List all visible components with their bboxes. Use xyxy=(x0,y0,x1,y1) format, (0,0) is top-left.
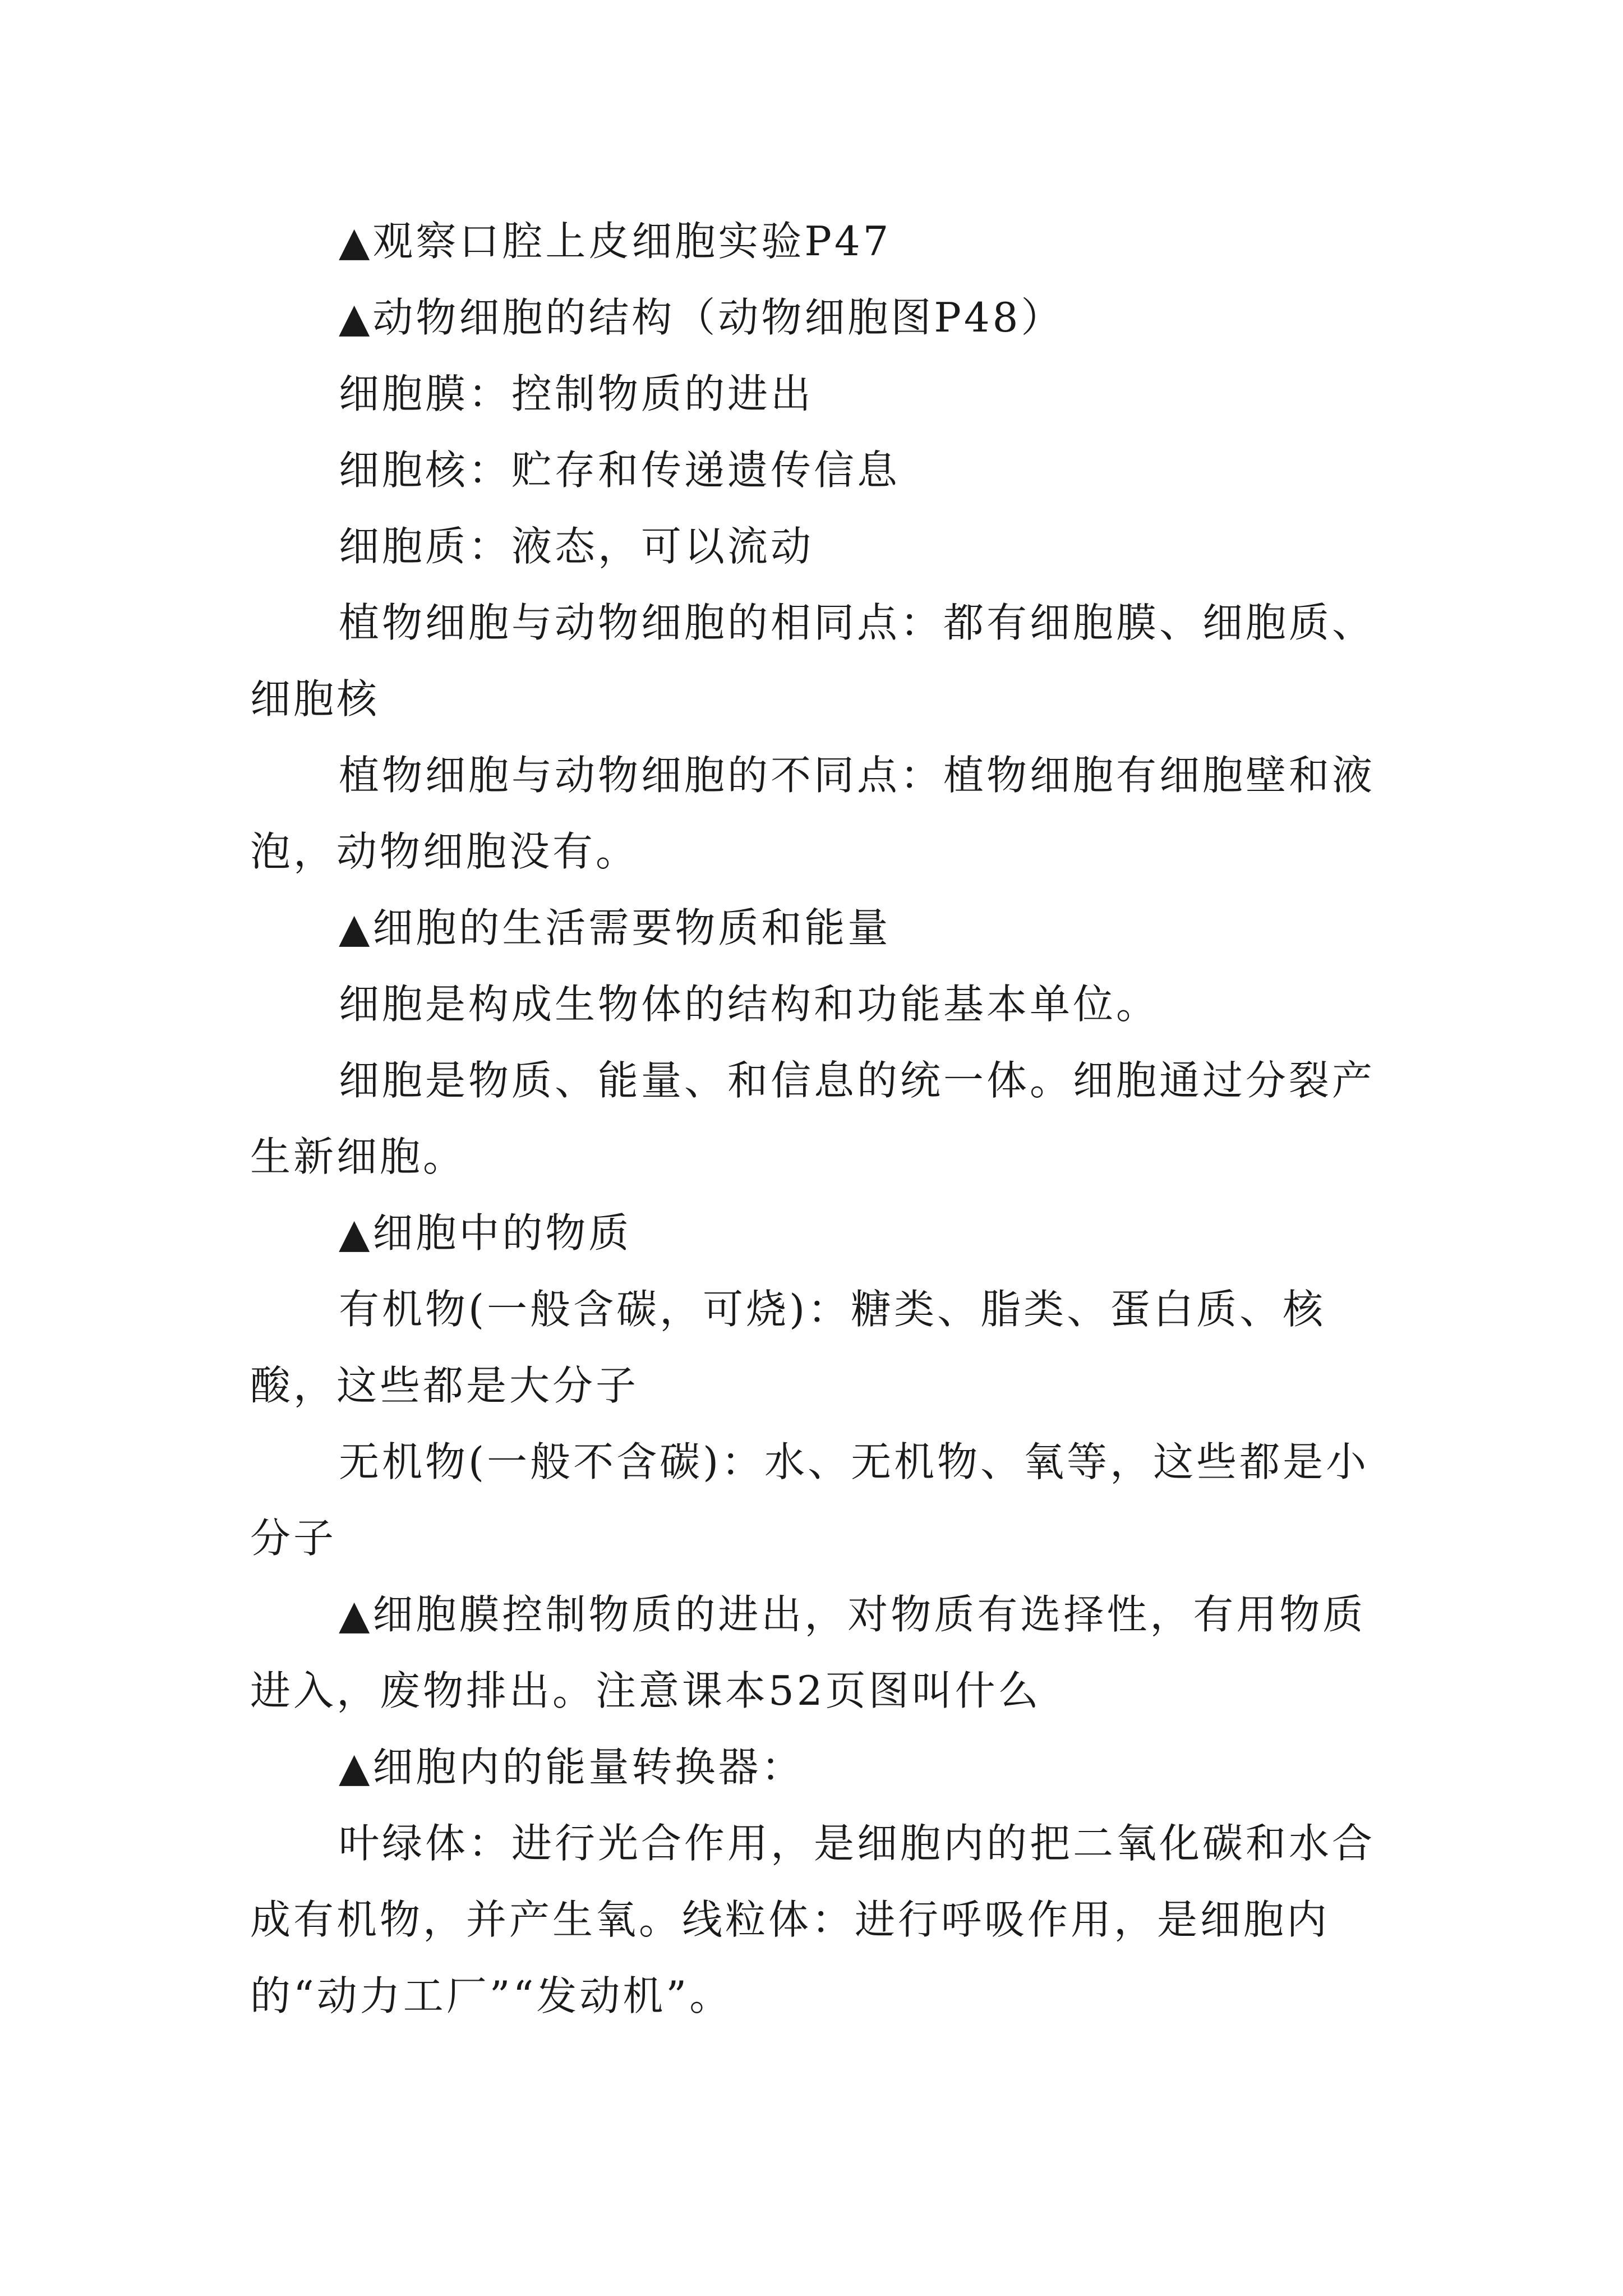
paragraph: 细胞核：贮存和传递遗传信息 xyxy=(339,447,901,494)
paragraph: 有机物(一般含碳，可烧)：糖类、脂类、蛋白质、核酸，这些都是大分子 xyxy=(250,1286,1326,1409)
paragraph: ▲动物细胞的结构（动物细胞图P48） xyxy=(339,294,1064,341)
paragraph: 无机物(一般不含碳)：水、无机物、氧等，这些都是小分子 xyxy=(250,1438,1370,1562)
paragraph: ▲细胞中的物质 xyxy=(339,1209,632,1257)
paragraph: 植物细胞与动物细胞的相同点：都有细胞膜、细胞质、细胞核 xyxy=(250,599,1376,723)
paragraph: ▲观察口腔上皮细胞实验P47 xyxy=(339,218,892,265)
paragraph: 细胞是构成生物体的结构和功能基本单位。 xyxy=(339,981,1160,1028)
paragraph: 叶绿体：进行光合作用，是细胞内的把二氧化碳和水合成有机物，并产生氧。线粒体：进行呼吸作用，是细胞内的“动力工厂”“发动机”。 xyxy=(250,1820,1376,2019)
paragraph: 植物细胞与动物细胞的不同点：植物细胞有细胞壁和液泡，动物细胞没有。 xyxy=(250,752,1376,875)
paragraph: 细胞是物质、能量、和信息的统一体。细胞通过分裂产生新细胞。 xyxy=(250,1057,1376,1180)
paragraph: 细胞膜：控制物质的进出 xyxy=(339,370,814,417)
paragraph: ▲细胞的生活需要物质和能量 xyxy=(339,904,891,951)
paragraph: 细胞质：液态，可以流动 xyxy=(339,523,814,570)
paragraph: ▲细胞内的能量转换器： xyxy=(339,1743,805,1791)
document-body xyxy=(250,203,1389,2034)
paragraph: ▲细胞膜控制物质的进出，对物质有选择性，有用物质进入，废物排出。注意课本52页图叫什么 xyxy=(250,1591,1366,1714)
